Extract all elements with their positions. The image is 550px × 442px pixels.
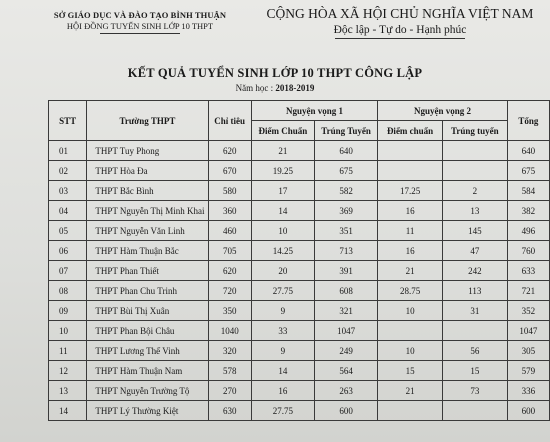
cell-nv2-cutoff: [378, 321, 443, 341]
school-year-label: Năm học :: [235, 83, 276, 93]
header-school: Trường THPT: [87, 101, 208, 141]
table-row: [49, 261, 550, 281]
cell-school: THPT Tuy Phong: [87, 141, 208, 161]
table-row: [49, 241, 550, 261]
table-row: [49, 321, 550, 341]
cell-quota: 630: [208, 401, 251, 421]
cell-stt: 08: [49, 281, 87, 301]
cell-total: 352: [507, 301, 549, 321]
cell-quota: 620: [208, 261, 251, 281]
cell-school: THPT Hàm Thuận Bắc: [87, 241, 208, 261]
cell-nv2-cutoff: 10: [378, 301, 443, 321]
cell-school: THPT Hòa Đa: [87, 161, 208, 181]
cell-nv2-admitted: 31: [442, 301, 507, 321]
cell-total: 721: [507, 281, 549, 301]
cell-nv1-cutoff: 19.25: [251, 161, 314, 181]
cell-nv1-admitted: 263: [315, 381, 378, 401]
cell-school: THPT Phan Thiết: [87, 261, 208, 281]
cell-nv2-cutoff: 21: [378, 381, 443, 401]
cell-stt: 03: [49, 181, 87, 201]
cell-school: THPT Nguyễn Văn Linh: [87, 221, 208, 241]
header-nv1-admitted: Trúng Tuyển: [315, 121, 378, 141]
cell-nv1-cutoff: 17: [251, 181, 314, 201]
country-name: CỘNG HÒA XÃ HỘI CHỦ NGHĨA VIỆT NAM: [266, 6, 534, 21]
cell-stt: 14: [49, 401, 87, 421]
cell-total: 579: [507, 361, 549, 381]
cell-nv2-cutoff: 21: [378, 261, 443, 281]
cell-nv2-admitted: 113: [442, 281, 507, 301]
cell-nv2-cutoff: 15: [378, 361, 443, 381]
table-row: [49, 281, 550, 301]
national-motto: Độc lập - Tự do - Hạnh phúc: [333, 24, 467, 36]
cell-total: 584: [507, 181, 549, 201]
cell-nv2-admitted: 242: [442, 261, 507, 281]
table-row: [49, 181, 550, 201]
cell-quota: 670: [208, 161, 251, 181]
cell-school: THPT Lý Thường Kiệt: [87, 401, 208, 421]
header-nv1: Nguyện vọng 1: [251, 101, 377, 121]
cell-nv1-admitted: 321: [315, 301, 378, 321]
cell-nv2-admitted: [442, 401, 507, 421]
cell-stt: 11: [49, 341, 87, 361]
cell-nv1-admitted: 713: [315, 241, 378, 261]
header-stt: STT: [49, 101, 87, 141]
cell-stt: 05: [49, 221, 87, 241]
cell-nv2-admitted: 2: [442, 181, 507, 201]
cell-stt: 04: [49, 201, 87, 221]
cell-nv2-cutoff: [378, 161, 443, 181]
table-row: [49, 221, 550, 241]
cell-quota: 320: [208, 341, 251, 361]
header-total: Tổng: [507, 101, 549, 141]
issuer-underline: [100, 33, 180, 34]
cell-nv2-cutoff: 11: [378, 221, 443, 241]
cell-nv2-admitted: [442, 141, 507, 161]
cell-total: 496: [507, 221, 549, 241]
cell-nv1-admitted: 249: [315, 341, 378, 361]
cell-nv1-cutoff: 14: [251, 201, 314, 221]
cell-nv2-admitted: 73: [442, 381, 507, 401]
cell-stt: 09: [49, 301, 87, 321]
cell-nv2-cutoff: [378, 141, 443, 161]
cell-school: THPT Bắc Bình: [87, 181, 208, 201]
cell-nv2-admitted: [442, 161, 507, 181]
cell-nv1-cutoff: 16: [251, 381, 314, 401]
cell-total: 640: [507, 141, 549, 161]
cell-total: 633: [507, 261, 549, 281]
issuer-council: HỘI ĐỒNG TUYỂN SINH LỚP 10 THPT: [66, 21, 214, 31]
cell-stt: 06: [49, 241, 87, 261]
cell-quota: 360: [208, 201, 251, 221]
cell-total: 305: [507, 341, 549, 361]
header-quota: Chỉ tiêu: [208, 101, 251, 141]
cell-quota: 580: [208, 181, 251, 201]
cell-nv2-cutoff: 16: [378, 201, 443, 221]
cell-nv1-admitted: 564: [315, 361, 378, 381]
cell-stt: 12: [49, 361, 87, 381]
cell-nv2-cutoff: 10: [378, 341, 443, 361]
table-row: [49, 141, 550, 161]
cell-stt: 02: [49, 161, 87, 181]
cell-quota: 460: [208, 221, 251, 241]
cell-school: THPT Nguyễn Trường Tộ: [87, 381, 208, 401]
header-nv2: Nguyện vọng 2: [378, 101, 507, 121]
cell-total: 600: [507, 401, 549, 421]
table-row: [49, 341, 550, 361]
cell-nv2-cutoff: [378, 401, 443, 421]
admission-results-table: [48, 100, 550, 421]
header-nv2-cutoff: Điểm chuẩn: [378, 121, 443, 141]
cell-quota: 705: [208, 241, 251, 261]
cell-quota: 720: [208, 281, 251, 301]
table-row: [49, 201, 550, 221]
table-row: [49, 381, 550, 401]
cell-nv1-admitted: 608: [315, 281, 378, 301]
cell-school: THPT Bùi Thị Xuân: [87, 301, 208, 321]
cell-total: 760: [507, 241, 549, 261]
cell-nv1-cutoff: 33: [251, 321, 314, 341]
cell-nv1-cutoff: 27.75: [251, 281, 314, 301]
cell-school: THPT Phan Chu Trinh: [87, 281, 208, 301]
cell-stt: 01: [49, 141, 87, 161]
cell-school: THPT Hàm Thuận Nam: [87, 361, 208, 381]
cell-nv2-admitted: 145: [442, 221, 507, 241]
issuer-department: SỞ GIÁO DỤC VÀ ĐÀO TẠO BÌNH THUẬN: [53, 10, 227, 20]
cell-nv1-admitted: 391: [315, 261, 378, 281]
cell-quota: 270: [208, 381, 251, 401]
document-title: KẾT QUẢ TUYỂN SINH LỚP 10 THPT CÔNG LẬP: [127, 66, 423, 80]
school-year-value: 2018-2019: [275, 83, 315, 93]
header-nv2-admitted: Trúng tuyển: [442, 121, 507, 141]
cell-nv2-admitted: [442, 321, 507, 341]
cell-quota: 1040: [208, 321, 251, 341]
cell-nv2-admitted: 13: [442, 201, 507, 221]
cell-nv1-admitted: 1047: [315, 321, 378, 341]
cell-total: 1047: [507, 321, 549, 341]
cell-nv1-admitted: 640: [315, 141, 378, 161]
cell-total: 336: [507, 381, 549, 401]
cell-nv2-admitted: 15: [442, 361, 507, 381]
issuer-header: [30, 10, 250, 34]
table-row: [49, 361, 550, 381]
cell-nv2-cutoff: 17.25: [378, 181, 443, 201]
cell-nv2-admitted: 56: [442, 341, 507, 361]
table-row: [49, 401, 550, 421]
table-row: [49, 301, 550, 321]
cell-school: THPT Phan Bội Châu: [87, 321, 208, 341]
cell-quota: 620: [208, 141, 251, 161]
cell-nv2-cutoff: 28.75: [378, 281, 443, 301]
school-year: [0, 83, 550, 93]
table-row: [49, 161, 550, 181]
cell-quota: 350: [208, 301, 251, 321]
cell-nv1-admitted: 675: [315, 161, 378, 181]
cell-nv1-admitted: 600: [315, 401, 378, 421]
table-body: [49, 141, 550, 421]
cell-nv1-cutoff: 9: [251, 341, 314, 361]
cell-total: 382: [507, 201, 549, 221]
cell-nv2-cutoff: 16: [378, 241, 443, 261]
cell-nv1-admitted: 351: [315, 221, 378, 241]
cell-nv1-admitted: 582: [315, 181, 378, 201]
cell-nv1-cutoff: 27.75: [251, 401, 314, 421]
cell-total: 675: [507, 161, 549, 181]
cell-nv1-cutoff: 14.25: [251, 241, 314, 261]
cell-stt: 13: [49, 381, 87, 401]
cell-nv1-cutoff: 20: [251, 261, 314, 281]
national-motto-header: [255, 6, 545, 39]
cell-nv1-cutoff: 9: [251, 301, 314, 321]
cell-nv1-cutoff: 10: [251, 221, 314, 241]
cell-quota: 578: [208, 361, 251, 381]
cell-stt: 10: [49, 321, 87, 341]
cell-nv1-admitted: 369: [315, 201, 378, 221]
cell-stt: 07: [49, 261, 87, 281]
cell-nv1-cutoff: 14: [251, 361, 314, 381]
cell-nv1-cutoff: 21: [251, 141, 314, 161]
header-nv1-cutoff: Điểm Chuẩn: [251, 121, 314, 141]
cell-nv2-admitted: 47: [442, 241, 507, 261]
cell-school: THPT Lương Thế Vinh: [87, 341, 208, 361]
motto-underline: [335, 38, 465, 39]
cell-school: THPT Nguyễn Thị Minh Khai: [87, 201, 208, 221]
